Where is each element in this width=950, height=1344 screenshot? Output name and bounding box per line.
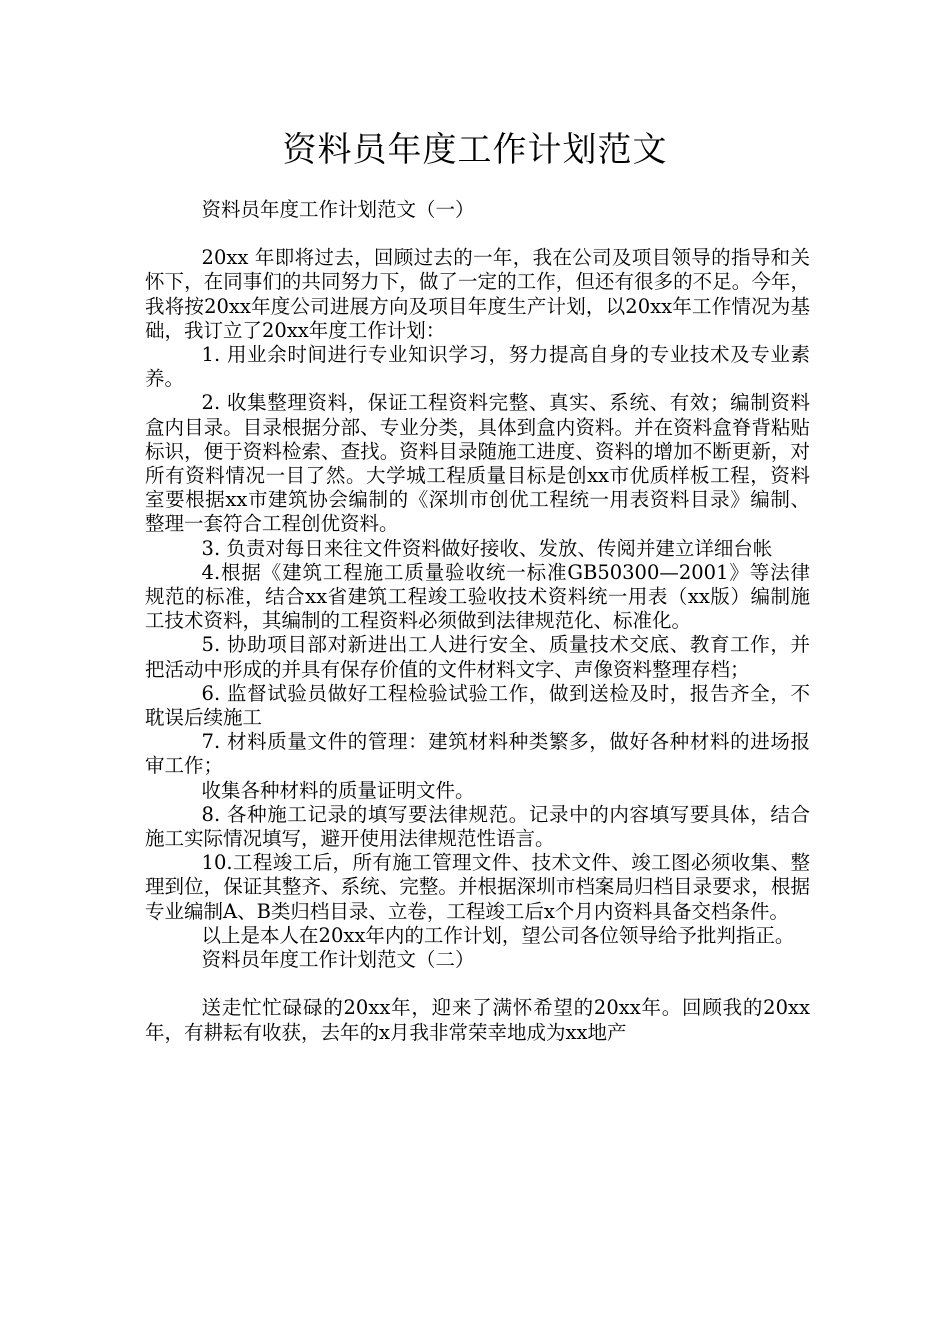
list-item: 3. 负责对每日来往文件资料做好接收、发放、传阅并建立详细台帐: [201, 536, 773, 560]
paragraph: 收集各种材料的质量证明文件。: [201, 778, 475, 802]
paragraph: 送走忙忙碌碌的20xx年，迎来了满怀希望的20xx年。回顾我的20xx年，有耕耘有收获，去年的x月我非常荣幸地成为xx地产: [145, 996, 810, 1044]
list-item: 2. 收集整理资料，保证工程资料完整、真实、系统、有效；编制资料盒内目录。目录根据分部、专业分类，具体到盒内资料。并在资料盒脊背粘贴标识，便于资料检索、查找。资料目录随施工进度、资料的增加不断更新，对所有资料情况一目了然。大学城工程质量目标是创xx市优质样板工程，资料室要根据xx市建筑协会编制的《深圳市创优工程统一用表资料目录》编制、整理一套符合工程创优资料。: [145, 391, 810, 536]
list-item: 7. 材料质量文件的管理：建筑材料种类繁多，做好各种材料的进场报审工作；: [145, 730, 810, 778]
list-item: 6. 监督试验员做好工程检验试验工作，做到送检及时，报告齐全，不耽误后续施工: [145, 681, 810, 730]
list-item: 4.根据《建筑工程施工质量验收统一标准GB50300—2001》等法律规范的标准，结合xx省建筑工程竣工验收技术资料统一用表（xx版）编制施工技术资料，其编制的工程资料必须做到法律规范化、标准化。: [145, 560, 810, 633]
document-body: [145, 198, 810, 1045]
list-item: 8. 各种施工记录的填写要法律规范。记录中的内容填写要具体，结合施工实际情况填写，避开使用法律规范性语言。: [145, 802, 810, 851]
list-item: 1. 用业余时间进行专业知识学习，努力提高自身的专业技术及专业素养。: [145, 343, 810, 391]
section-heading-2: 资料员年度工作计划范文（二）: [201, 948, 475, 972]
closing-paragraph: 以上是本人在20xx年内的工作计划，望公司各位领导给予批判指正。: [201, 923, 795, 947]
paragraph: 20xx 年即将过去，回顾过去的一年，我在公司及项目领导的指导和关怀下，在同事们的共同努力下，做了一定的工作，但还有很多的不足。今年，我将按20xx年度公司进展方向及项目年度生产计划，以20xx年工作情况为基础，我订立了20xx年度工作计划：: [145, 246, 810, 342]
document-title: 资料员年度工作计划范文: [282, 130, 668, 170]
section-heading-1: 资料员年度工作计划范文（一）: [201, 198, 475, 221]
list-item: 10.工程竣工后，所有施工管理文件、技术文件、竣工图必须收集、整理到位，保证其整齐、系统、完整。并根据深圳市档案局归档目录要求，根据专业编制A、B类归档目录、立卷，工程竣工后x个月内资料具备交档条件。: [145, 851, 810, 923]
list-item: 5. 协助项目部对新进出工人进行安全、质量技术交底、教育工作，并把活动中形成的并具有保存价值的文件材料文字、声像资料整理存档；: [145, 633, 810, 681]
